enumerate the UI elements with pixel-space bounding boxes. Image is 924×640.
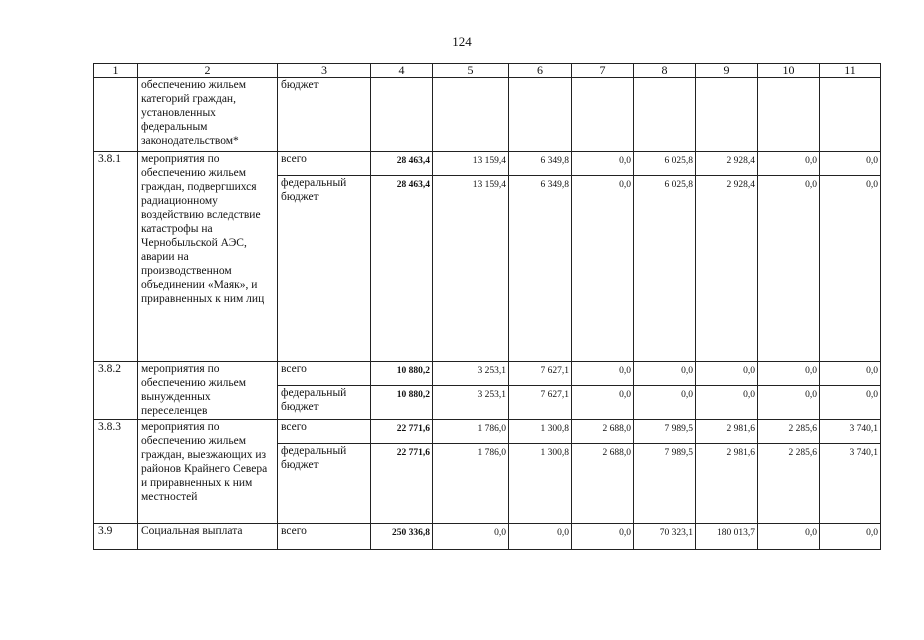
header-cell: 6 <box>509 64 572 78</box>
row-source: всего <box>278 524 371 550</box>
value-cell: 6 349,8 <box>509 152 572 176</box>
value-cell: 6 025,8 <box>634 152 696 176</box>
value-cell: 0,0 <box>758 176 820 362</box>
row-source: всего <box>278 362 371 386</box>
value-cell: 70 323,1 <box>634 524 696 550</box>
row-name: мероприятия по обеспечению жильем вынужденных переселенцев <box>138 362 278 420</box>
value-cell: 1 300,8 <box>509 444 572 524</box>
value-cell: 0,0 <box>572 152 634 176</box>
value-cell: 22 771,6 <box>371 420 433 444</box>
column-number-header <box>94 64 881 78</box>
value-cell: 2 928,4 <box>696 176 758 362</box>
value-cell: 3 253,1 <box>433 386 509 420</box>
row-code: 3.8.3 <box>94 420 138 524</box>
value-cell: 1 786,0 <box>433 444 509 524</box>
value-cell <box>433 78 509 152</box>
value-cell: 0,0 <box>820 524 881 550</box>
value-cell: 0,0 <box>820 386 881 420</box>
value-cell: 28 463,4 <box>371 176 433 362</box>
row-code: 3.9 <box>94 524 138 550</box>
value-cell: 0,0 <box>634 386 696 420</box>
value-cell: 2 285,6 <box>758 444 820 524</box>
value-cell: 1 300,8 <box>509 420 572 444</box>
table-row <box>94 524 881 550</box>
value-cell: 0,0 <box>696 362 758 386</box>
value-cell: 10 880,2 <box>371 362 433 386</box>
row-source: федеральный бюджет <box>278 176 371 362</box>
value-cell <box>758 78 820 152</box>
value-cell: 0,0 <box>758 152 820 176</box>
value-cell: 0,0 <box>572 176 634 362</box>
value-cell: 250 336,8 <box>371 524 433 550</box>
row-source: федеральный бюджет <box>278 386 371 420</box>
value-cell: 2 928,4 <box>696 152 758 176</box>
value-cell: 0,0 <box>572 524 634 550</box>
table-row <box>94 362 881 386</box>
value-cell: 6 025,8 <box>634 176 696 362</box>
header-cell: 1 <box>94 64 138 78</box>
value-cell: 0,0 <box>572 386 634 420</box>
value-cell: 28 463,4 <box>371 152 433 176</box>
value-cell: 3 740,1 <box>820 444 881 524</box>
value-cell: 2 285,6 <box>758 420 820 444</box>
value-cell: 1 786,0 <box>433 420 509 444</box>
value-cell <box>696 78 758 152</box>
value-cell: 0,0 <box>696 386 758 420</box>
value-cell: 3 740,1 <box>820 420 881 444</box>
row-code: 3.8.2 <box>94 362 138 420</box>
header-cell: 2 <box>138 64 278 78</box>
header-cell: 4 <box>371 64 433 78</box>
header-cell: 10 <box>758 64 820 78</box>
page-number: 124 <box>452 34 472 49</box>
value-cell: 0,0 <box>572 362 634 386</box>
value-cell: 22 771,6 <box>371 444 433 524</box>
row-code: 3.8.1 <box>94 152 138 362</box>
value-cell <box>572 78 634 152</box>
value-cell: 0,0 <box>820 362 881 386</box>
value-cell: 7 627,1 <box>509 386 572 420</box>
value-cell: 2 981,6 <box>696 444 758 524</box>
value-cell: 3 253,1 <box>433 362 509 386</box>
table-row <box>94 420 881 444</box>
value-cell: 7 627,1 <box>509 362 572 386</box>
value-cell: 0,0 <box>634 362 696 386</box>
value-cell: 6 349,8 <box>509 176 572 362</box>
budget-table <box>93 63 881 550</box>
value-cell: 0,0 <box>758 524 820 550</box>
value-cell: 0,0 <box>758 386 820 420</box>
value-cell: 0,0 <box>758 362 820 386</box>
value-cell: 0,0 <box>433 524 509 550</box>
value-cell: 7 989,5 <box>634 420 696 444</box>
row-source: бюджет <box>278 78 371 152</box>
row-name: мероприятия по обеспечению жильем граждан, подвергшихся радиационному воздействию вследствие катастрофы на Чернобыльской АЭС, аварии на производственном объединении «Маяк», и приравненных к ним лиц <box>138 152 278 362</box>
header-cell: 3 <box>278 64 371 78</box>
value-cell: 10 880,2 <box>371 386 433 420</box>
row-code <box>94 78 138 152</box>
value-cell: 0,0 <box>509 524 572 550</box>
row-name: мероприятия по обеспечению жильем граждан, выезжающих из районов Крайнего Севера и приравненных к ним местностей <box>138 420 278 524</box>
header-cell: 8 <box>634 64 696 78</box>
value-cell <box>371 78 433 152</box>
value-cell: 2 688,0 <box>572 444 634 524</box>
value-cell: 7 989,5 <box>634 444 696 524</box>
value-cell: 13 159,4 <box>433 176 509 362</box>
table-row <box>94 152 881 176</box>
value-cell: 0,0 <box>820 176 881 362</box>
value-cell <box>634 78 696 152</box>
value-cell: 0,0 <box>820 152 881 176</box>
header-cell: 5 <box>433 64 509 78</box>
header-cell: 9 <box>696 64 758 78</box>
row-source: федеральный бюджет <box>278 444 371 524</box>
value-cell: 180 013,7 <box>696 524 758 550</box>
value-cell: 2 688,0 <box>572 420 634 444</box>
row-name: обеспечению жильем категорий граждан, установленных федеральным законодательством* <box>138 78 278 152</box>
value-cell <box>820 78 881 152</box>
header-cell: 7 <box>572 64 634 78</box>
row-source: всего <box>278 152 371 176</box>
value-cell: 13 159,4 <box>433 152 509 176</box>
value-cell <box>509 78 572 152</box>
value-cell: 2 981,6 <box>696 420 758 444</box>
table-row <box>94 78 881 152</box>
header-cell: 11 <box>820 64 881 78</box>
row-name: Социальная выплата <box>138 524 278 550</box>
row-source: всего <box>278 420 371 444</box>
